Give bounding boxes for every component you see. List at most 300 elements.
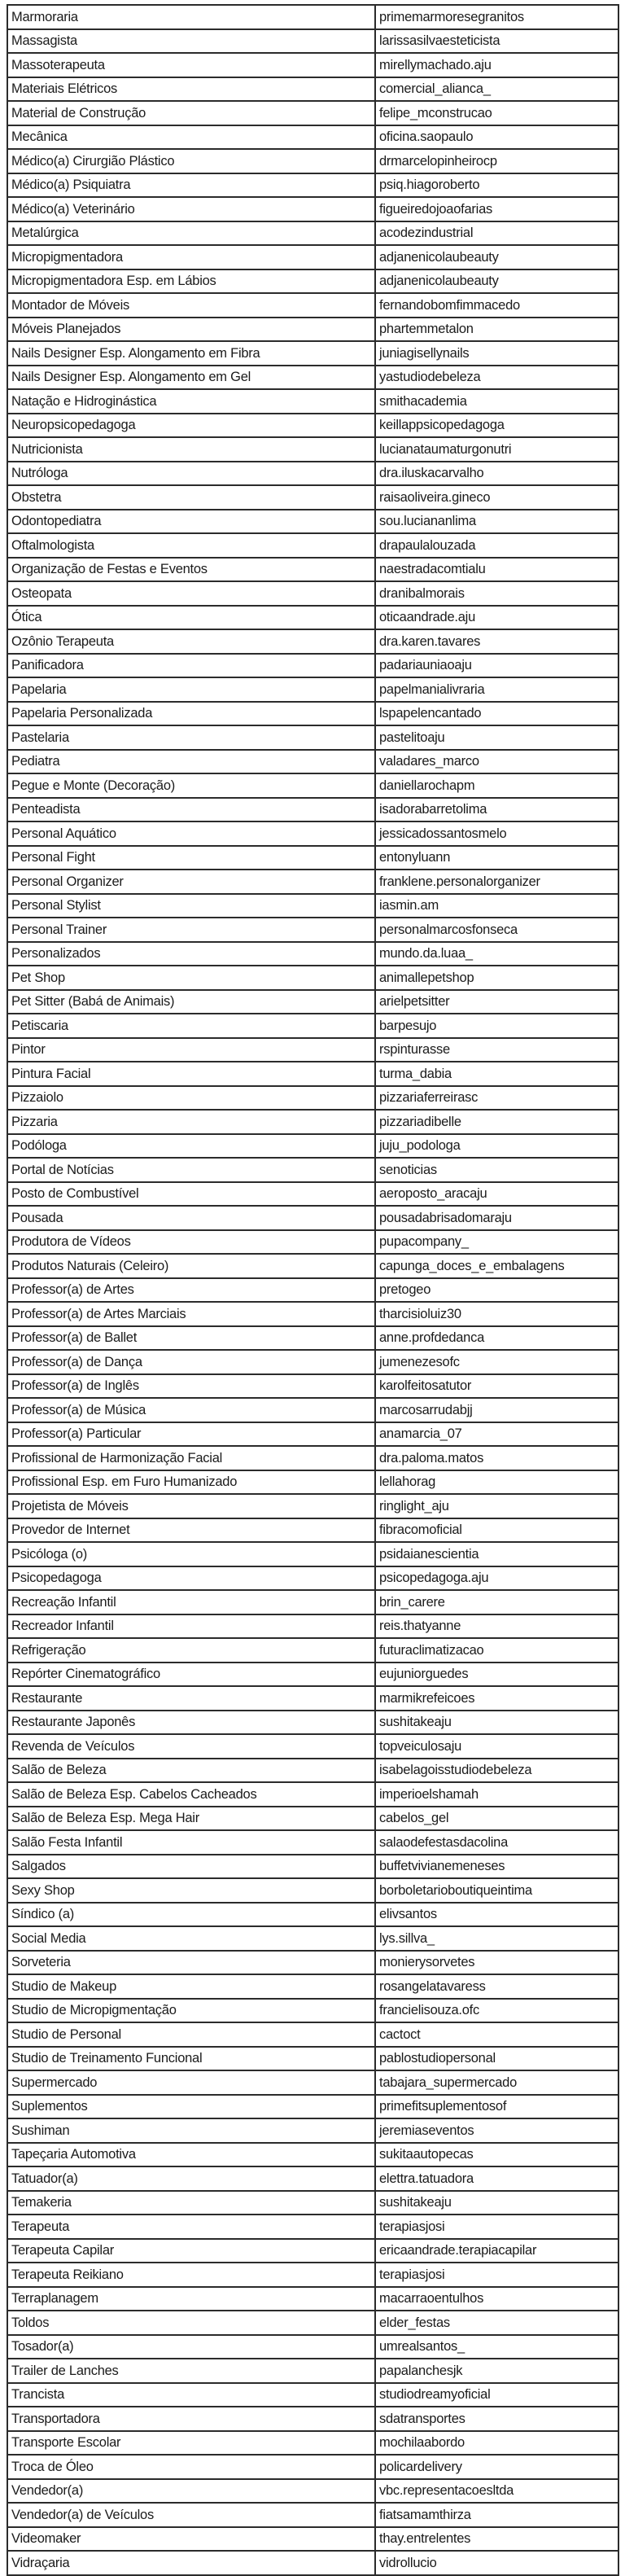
- category-cell: Pegue e Monte (Decoração): [7, 773, 375, 798]
- table-row: [7, 1158, 618, 1182]
- table-row: [7, 437, 618, 462]
- table-row: [7, 606, 618, 630]
- table-row: [7, 2287, 618, 2311]
- category-cell: Restaurante: [7, 1686, 375, 1711]
- table-row: [7, 29, 618, 54]
- handle-cell: vidrollucio: [375, 2551, 618, 2575]
- table-row: [7, 2359, 618, 2383]
- table-row: [7, 2431, 618, 2456]
- table-row: [7, 533, 618, 558]
- handle-cell: adjanenicolaubeauty: [375, 245, 618, 269]
- category-cell: Nutricionista: [7, 437, 375, 462]
- table-row: [7, 1951, 618, 1975]
- table-row: [7, 654, 618, 678]
- handle-cell: daniellarochapm: [375, 773, 618, 798]
- category-cell: Nails Designer Esp. Alongamento em Fibra: [7, 341, 375, 366]
- category-cell: Psicopedagoga: [7, 1566, 375, 1591]
- category-cell: Sexy Shop: [7, 1878, 375, 1903]
- handle-cell: pastelitoaju: [375, 725, 618, 750]
- handle-cell: senoticias: [375, 1158, 618, 1182]
- category-cell: Personal Stylist: [7, 894, 375, 918]
- handle-cell: pablostudiopersonal: [375, 2047, 618, 2071]
- table-row: [7, 2215, 618, 2239]
- handle-cell: iasmin.am: [375, 894, 618, 918]
- table-row: [7, 2047, 618, 2071]
- handle-cell: jessicadossantosmelo: [375, 821, 618, 846]
- handle-cell: pizzariadibelle: [375, 1110, 618, 1134]
- table-row: [7, 2166, 618, 2191]
- category-cell: Ótica: [7, 606, 375, 630]
- handle-cell: policardelivery: [375, 2455, 618, 2479]
- handle-cell: brin_carere: [375, 1590, 618, 1614]
- category-cell: Salão Festa Infantil: [7, 1830, 375, 1855]
- handle-cell: isadorabarretolima: [375, 798, 618, 822]
- table-row: [7, 221, 618, 246]
- handle-cell: adjanenicolaubeauty: [375, 269, 618, 294]
- category-cell: Pastelaria: [7, 725, 375, 750]
- category-cell: Neuropsicopedagoga: [7, 414, 375, 438]
- handle-cell: valadares_marco: [375, 750, 618, 774]
- category-cell: Material de Construção: [7, 101, 375, 125]
- category-cell: Repórter Cinematográfico: [7, 1663, 375, 1687]
- category-cell: Pintura Facial: [7, 1062, 375, 1086]
- handle-cell: futuraclimatizacao: [375, 1638, 618, 1663]
- category-cell: Médico(a) Cirurgião Plástico: [7, 149, 375, 173]
- category-cell: Médico(a) Psiquiatra: [7, 173, 375, 198]
- table-row: [7, 1686, 618, 1711]
- category-cell: Studio de Personal: [7, 2022, 375, 2047]
- handle-cell: entonyluann: [375, 846, 618, 870]
- handle-cell: fernandobomfimmacedo: [375, 293, 618, 318]
- handle-cell: capunga_doces_e_embalagens: [375, 1254, 618, 1278]
- handle-cell: fiatsamamthirza: [375, 2503, 618, 2527]
- handle-cell: drapaulalouzada: [375, 533, 618, 558]
- category-cell: Salão de Beleza Esp. Cabelos Cacheados: [7, 1782, 375, 1807]
- table-row: [7, 2118, 618, 2143]
- handle-cell: aeroposto_aracaju: [375, 1182, 618, 1207]
- category-cell: Recreador Infantil: [7, 1614, 375, 1639]
- handle-cell: barpesujo: [375, 1014, 618, 1038]
- handle-cell: naestradacomtialu: [375, 558, 618, 582]
- table-row: [7, 125, 618, 150]
- table-row: [7, 942, 618, 966]
- table-row: [7, 1062, 618, 1086]
- table-row: [7, 990, 618, 1014]
- handle-cell: pretogeo: [375, 1278, 618, 1303]
- category-cell: Revenda de Veículos: [7, 1734, 375, 1759]
- category-cell: Pizzaiolo: [7, 1086, 375, 1111]
- table-row: [7, 1086, 618, 1111]
- table-row: [7, 1254, 618, 1278]
- handle-cell: personalmarcosfonseca: [375, 918, 618, 942]
- category-cell: Vendedor(a) de Veículos: [7, 2503, 375, 2527]
- table-row: [7, 1206, 618, 1230]
- table-row: [7, 1014, 618, 1038]
- handle-cell: francielisouza.ofc: [375, 1999, 618, 2023]
- handle-cell: arielpetsitter: [375, 990, 618, 1014]
- category-cell: Massoterapeuta: [7, 53, 375, 77]
- table-row: [7, 1350, 618, 1374]
- handle-cell: anamarcia_07: [375, 1422, 618, 1447]
- table-row: [7, 918, 618, 942]
- handle-cell: psicopedagoga.aju: [375, 1566, 618, 1591]
- category-cell: Mecânica: [7, 125, 375, 150]
- category-cell: Petiscaria: [7, 1014, 375, 1038]
- table-row: [7, 2191, 618, 2215]
- handle-cell: oficina.saopaulo: [375, 125, 618, 150]
- handle-cell: rosangelatavaress: [375, 1974, 618, 1999]
- category-cell: Síndico (a): [7, 1903, 375, 1927]
- category-cell: Organização de Festas e Eventos: [7, 558, 375, 582]
- handle-cell: jumenezesofc: [375, 1350, 618, 1374]
- category-cell: Supermercado: [7, 2070, 375, 2095]
- category-cell: Nutróloga: [7, 462, 375, 486]
- handle-cell: macarraoentulhos: [375, 2287, 618, 2311]
- table-row: [7, 1542, 618, 1566]
- table-row: [7, 1711, 618, 1735]
- handle-cell: terapiasjosi: [375, 2263, 618, 2287]
- category-cell: Trancista: [7, 2383, 375, 2407]
- category-cell: Tapeçaria Automotiva: [7, 2143, 375, 2167]
- category-cell: Psicóloga (o): [7, 1542, 375, 1566]
- handle-cell: raisaoliveira.gineco: [375, 485, 618, 510]
- table-row: [7, 629, 618, 654]
- table-row: [7, 341, 618, 366]
- category-cell: Salgados: [7, 1855, 375, 1879]
- table-row: [7, 894, 618, 918]
- handle-cell: juju_podologa: [375, 1134, 618, 1159]
- table-row: [7, 1974, 618, 1999]
- handle-cell: felipe_mconstrucao: [375, 101, 618, 125]
- handle-cell: lellahorag: [375, 1470, 618, 1495]
- handle-cell: primefitsuplementosof: [375, 2095, 618, 2119]
- table-row: [7, 1590, 618, 1614]
- handle-cell: padariauniaoaju: [375, 654, 618, 678]
- category-cell: Pizzaria: [7, 1110, 375, 1134]
- handle-cell: drmarcelopinheirocp: [375, 149, 618, 173]
- table-row: [7, 173, 618, 198]
- category-cell: Massagista: [7, 29, 375, 54]
- table-row: [7, 2527, 618, 2552]
- category-cell: Tatuador(a): [7, 2166, 375, 2191]
- table-row: [7, 197, 618, 221]
- category-cell: Natação e Hidroginástica: [7, 389, 375, 414]
- category-cell: Pediatra: [7, 750, 375, 774]
- table-row: [7, 2239, 618, 2263]
- handle-cell: figueiredojoaofarias: [375, 197, 618, 221]
- category-cell: Salão de Beleza Esp. Mega Hair: [7, 1807, 375, 1831]
- table-row: [7, 53, 618, 77]
- table-row: [7, 677, 618, 702]
- table-row: [7, 5, 618, 29]
- category-cell: Odontopediatra: [7, 510, 375, 534]
- category-cell: Professor(a) Particular: [7, 1422, 375, 1447]
- handle-cell: mochilaabordo: [375, 2431, 618, 2456]
- handle-cell: dranibalmorais: [375, 581, 618, 606]
- category-cell: Professor(a) de Ballet: [7, 1326, 375, 1351]
- handle-cell: lucianataumaturgonutri: [375, 437, 618, 462]
- category-cell: Terapeuta Reikiano: [7, 2263, 375, 2287]
- handle-cell: umrealsantos_: [375, 2335, 618, 2359]
- category-cell: Papelaria: [7, 677, 375, 702]
- table-row: [7, 1278, 618, 1303]
- table-row: [7, 1110, 618, 1134]
- table-row: [7, 1374, 618, 1399]
- handle-cell: pizzariaferreirasc: [375, 1086, 618, 1111]
- handle-cell: larissasilvaesteticista: [375, 29, 618, 54]
- handle-cell: rspinturasse: [375, 1038, 618, 1062]
- handle-cell: borboletarioboutiqueintima: [375, 1878, 618, 1903]
- handle-cell: primemarmoresegranitos: [375, 5, 618, 29]
- table-row: [7, 773, 618, 798]
- handle-cell: mirellymachado.aju: [375, 53, 618, 77]
- category-cell: Produtora de Vídeos: [7, 1230, 375, 1255]
- category-cell: Restaurante Japonês: [7, 1711, 375, 1735]
- category-cell: Metalúrgica: [7, 221, 375, 246]
- category-cell: Transportadora: [7, 2407, 375, 2431]
- handle-cell: eujuniorguedes: [375, 1663, 618, 1687]
- handle-cell: cabelos_gel: [375, 1807, 618, 1831]
- table-row: [7, 269, 618, 294]
- category-cell: Projetista de Móveis: [7, 1494, 375, 1518]
- handle-cell: yastudiodebeleza: [375, 366, 618, 390]
- category-cell: Terapeuta Capilar: [7, 2239, 375, 2263]
- table-body: [7, 5, 618, 2575]
- table-row: [7, 77, 618, 102]
- category-cell: Studio de Treinamento Funcional: [7, 2047, 375, 2071]
- category-cell: Panificadora: [7, 654, 375, 678]
- category-cell: Professor(a) de Inglês: [7, 1374, 375, 1399]
- handle-cell: animallepetshop: [375, 966, 618, 990]
- table-row: [7, 581, 618, 606]
- table-row: [7, 1038, 618, 1062]
- category-cell: Pet Shop: [7, 966, 375, 990]
- handle-cell: topveiculosaju: [375, 1734, 618, 1759]
- handle-cell: dra.paloma.matos: [375, 1446, 618, 1470]
- table-row: [7, 1759, 618, 1783]
- table-row: [7, 1446, 618, 1470]
- table-row: [7, 462, 618, 486]
- category-cell: Trailer de Lanches: [7, 2359, 375, 2383]
- category-cell: Terapeuta: [7, 2215, 375, 2239]
- category-cell: Montador de Móveis: [7, 293, 375, 318]
- handle-cell: sushitakeaju: [375, 1711, 618, 1735]
- handle-cell: karolfeitosatutor: [375, 1374, 618, 1399]
- category-cell: Penteadista: [7, 798, 375, 822]
- handle-cell: phartemmetalon: [375, 318, 618, 342]
- handle-cell: monierysorvetes: [375, 1951, 618, 1975]
- category-cell: Obstetra: [7, 485, 375, 510]
- category-cell: Transporte Escolar: [7, 2431, 375, 2456]
- category-cell: Professor(a) de Dança: [7, 1350, 375, 1374]
- handle-cell: juniagisellynails: [375, 341, 618, 366]
- table-row: [7, 1614, 618, 1639]
- category-cell: Studio de Micropigmentação: [7, 1999, 375, 2023]
- handle-cell: fibracomoficial: [375, 1518, 618, 1543]
- table-row: [7, 1230, 618, 1255]
- table-row: [7, 2407, 618, 2431]
- handle-cell: lspapelencantado: [375, 702, 618, 726]
- handle-cell: isabelagoisstudiodebeleza: [375, 1759, 618, 1783]
- handle-cell: imperioelshamah: [375, 1782, 618, 1807]
- handle-cell: cactoct: [375, 2022, 618, 2047]
- category-cell: Refrigeração: [7, 1638, 375, 1663]
- category-cell: Provedor de Internet: [7, 1518, 375, 1543]
- handle-cell: papelmanialivraria: [375, 677, 618, 702]
- handle-cell: turma_dabia: [375, 1062, 618, 1086]
- category-cell: Social Media: [7, 1926, 375, 1951]
- handle-cell: elivsantos: [375, 1903, 618, 1927]
- category-cell: Professor(a) de Música: [7, 1398, 375, 1422]
- category-cell: Osteopata: [7, 581, 375, 606]
- handle-cell: salaodefestasdacolina: [375, 1830, 618, 1855]
- table-row: [7, 1398, 618, 1422]
- category-cell: Oftalmologista: [7, 533, 375, 558]
- table-row: [7, 1182, 618, 1207]
- category-cell: Videomaker: [7, 2527, 375, 2552]
- category-cell: Marmoraria: [7, 5, 375, 29]
- category-cell: Personalizados: [7, 942, 375, 966]
- handle-cell: dra.iluskacarvalho: [375, 462, 618, 486]
- handle-cell: ericaandrade.terapiacapilar: [375, 2239, 618, 2263]
- category-cell: Troca de Óleo: [7, 2455, 375, 2479]
- table-row: [7, 725, 618, 750]
- handle-cell: buffetvivianemeneses: [375, 1855, 618, 1879]
- handle-cell: tabajara_supermercado: [375, 2070, 618, 2095]
- handle-cell: thay.entrelentes: [375, 2527, 618, 2552]
- table-row: [7, 245, 618, 269]
- table-row: [7, 2383, 618, 2407]
- table-row: [7, 558, 618, 582]
- handle-cell: ringlight_aju: [375, 1494, 618, 1518]
- handle-cell: comercial_alianca_: [375, 77, 618, 102]
- table-row: [7, 1734, 618, 1759]
- category-cell: Studio de Makeup: [7, 1974, 375, 1999]
- handle-cell: studiodreamyoficial: [375, 2383, 618, 2407]
- category-cell: Pet Sitter (Babá de Animais): [7, 990, 375, 1014]
- handle-cell: sushitakeaju: [375, 2191, 618, 2215]
- handle-cell: keillappsicopedagoga: [375, 414, 618, 438]
- table-row: [7, 1518, 618, 1543]
- handle-cell: acodezindustrial: [375, 221, 618, 246]
- category-cell: Personal Fight: [7, 846, 375, 870]
- handle-cell: dra.karen.tavares: [375, 629, 618, 654]
- handle-cell: papalanchesjk: [375, 2359, 618, 2383]
- category-cell: Sorveteria: [7, 1951, 375, 1975]
- handle-cell: terapiasjosi: [375, 2215, 618, 2239]
- category-cell: Recreação Infantil: [7, 1590, 375, 1614]
- handle-cell: tharcisioluiz30: [375, 1302, 618, 1326]
- category-cell: Terraplanagem: [7, 2287, 375, 2311]
- table-row: [7, 414, 618, 438]
- table-row: [7, 1302, 618, 1326]
- handle-cell: elettra.tatuadora: [375, 2166, 618, 2191]
- category-cell: Micropigmentadora: [7, 245, 375, 269]
- handle-cell: vbc.representacoesltda: [375, 2479, 618, 2504]
- table-row: [7, 510, 618, 534]
- category-cell: Temakeria: [7, 2191, 375, 2215]
- table-row: [7, 1878, 618, 1903]
- table-row: [7, 1830, 618, 1855]
- table-row: [7, 702, 618, 726]
- table-row: [7, 366, 618, 390]
- table-row: [7, 1470, 618, 1495]
- category-cell: Materiais Elétricos: [7, 77, 375, 102]
- table-row: [7, 966, 618, 990]
- category-cell: Portal de Notícias: [7, 1158, 375, 1182]
- category-cell: Médico(a) Veterinário: [7, 197, 375, 221]
- category-cell: Personal Organizer: [7, 870, 375, 894]
- table-row: [7, 1326, 618, 1351]
- category-cell: Micropigmentadora Esp. em Lábios: [7, 269, 375, 294]
- table-row: [7, 821, 618, 846]
- handle-cell: pupacompany_: [375, 1230, 618, 1255]
- table-row: [7, 2551, 618, 2575]
- category-cell: Toldos: [7, 2311, 375, 2335]
- table-row: [7, 798, 618, 822]
- handle-cell: oticaandrade.aju: [375, 606, 618, 630]
- table-row: [7, 1807, 618, 1831]
- table-row: [7, 1494, 618, 1518]
- table-row: [7, 149, 618, 173]
- handle-cell: anne.profdedanca: [375, 1326, 618, 1351]
- category-cell: Vidraçaria: [7, 2551, 375, 2575]
- category-cell: Personal Trainer: [7, 918, 375, 942]
- table-row: [7, 846, 618, 870]
- table-row: [7, 1422, 618, 1447]
- category-cell: Pintor: [7, 1038, 375, 1062]
- handle-cell: sukitaautopecas: [375, 2143, 618, 2167]
- business-directory-table: [7, 4, 619, 2576]
- table-row: [7, 1134, 618, 1159]
- handle-cell: mundo.da.luaa_: [375, 942, 618, 966]
- handle-cell: smithacademia: [375, 389, 618, 414]
- category-cell: Profissional Esp. em Furo Humanizado: [7, 1470, 375, 1495]
- category-cell: Pousada: [7, 1206, 375, 1230]
- category-cell: Tosador(a): [7, 2335, 375, 2359]
- table-row: [7, 293, 618, 318]
- handle-cell: marcosarrudabjj: [375, 1398, 618, 1422]
- handle-cell: reis.thatyanne: [375, 1614, 618, 1639]
- category-cell: Ozônio Terapeuta: [7, 629, 375, 654]
- category-cell: Papelaria Personalizada: [7, 702, 375, 726]
- table-row: [7, 2335, 618, 2359]
- category-cell: Salão de Beleza: [7, 1759, 375, 1783]
- table-row: [7, 1926, 618, 1951]
- handle-cell: psidaianescientia: [375, 1542, 618, 1566]
- table-row: [7, 2311, 618, 2335]
- category-cell: Posto de Combustível: [7, 1182, 375, 1207]
- table-row: [7, 485, 618, 510]
- table-row: [7, 1638, 618, 1663]
- handle-cell: jeremiaseventos: [375, 2118, 618, 2143]
- handle-cell: marmikrefeicoes: [375, 1686, 618, 1711]
- handle-cell: lys.sillva_: [375, 1926, 618, 1951]
- table-row: [7, 1663, 618, 1687]
- category-cell: Vendedor(a): [7, 2479, 375, 2504]
- table-row: [7, 101, 618, 125]
- handle-cell: sdatransportes: [375, 2407, 618, 2431]
- handle-cell: sou.luciananlima: [375, 510, 618, 534]
- table-row: [7, 1782, 618, 1807]
- category-cell: Podóloga: [7, 1134, 375, 1159]
- category-cell: Professor(a) de Artes: [7, 1278, 375, 1303]
- table-row: [7, 2479, 618, 2504]
- table-row: [7, 2263, 618, 2287]
- table-row: [7, 318, 618, 342]
- category-cell: Nails Designer Esp. Alongamento em Gel: [7, 366, 375, 390]
- table-row: [7, 750, 618, 774]
